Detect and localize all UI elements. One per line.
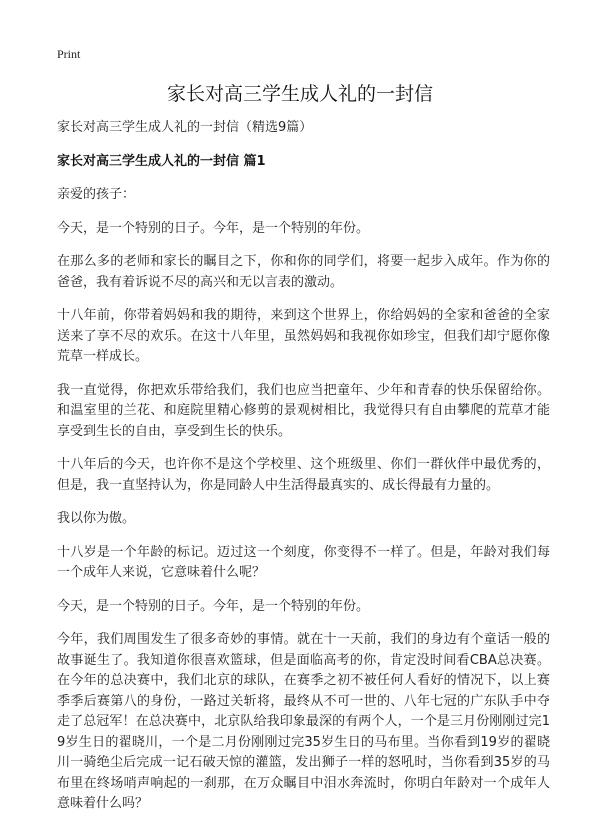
paragraph: 十八年前，你带着妈妈和我的期待，来到这个世界上，你给妈妈的全家和爸爸的全家送来了享不尽的欢乐。在这十八年里，虽然妈妈和我视你如珍宝，但我们却宁愿你像荒草一样成长。 — [57, 308, 550, 364]
paragraph: 我一直觉得，你把欢乐带给我们，我们也应当把童年、少年和青春的快乐保留给你。和温室里的兰花、和庭院里精心修剪的景观树相比，我觉得只有自由攀爬的荒草才能享受到生长的自由，享受到生长的快乐。 — [57, 382, 550, 439]
paragraph: 今天，是一个特别的日子。今年，是一个特别的年份。 — [57, 220, 370, 236]
paragraph-salutation: 亲爱的孩子： — [57, 187, 136, 202]
paragraph: 十八岁是一个年龄的标记。迈过这一个刻度，你变得不一样了。但是，年龄对我们每一个成年人来说，它意味着什么呢？ — [57, 544, 550, 580]
page-title: 家长对高三学生成人礼的一封信 — [166, 83, 433, 105]
section-heading: 家长对高三学生成人礼的一封信 篇1 — [57, 154, 266, 169]
paragraph: 在那么多的老师和家长的瞩目之下，你和你的同学们，将要一起步入成年。作为你的爸爸，我有着诉说不尽的高兴和无以言表的激动。 — [57, 254, 550, 290]
document-subtitle: 家长对高三学生成人礼的一封信（精选9篇） — [57, 120, 313, 135]
document-body — [57, 118, 550, 828]
paragraph: 今年，我们周围发生了很多奇妙的事情。就在十一天前，我们的身边有个童话一般的故事诞生了。我知道你很喜欢篮球，但是面临高考的你，肯定没时间看CBA总决赛。在今年的总决赛中，我们北京的球队，在赛季之初不被任何人看好的情况下，以上赛季季后赛第八的身份，一路过关斩将，最终从不可一世的、八年七冠的广东队手中夺走了总冠军！在总决赛中，北京队给我印象最深的有两个人，一个是三月份刚刚过完19岁生日的翟晓川，一个是二月份刚刚过完35岁生日的马布里。当你看到19岁的翟晓川一骑绝尘后完成一记石破天惊的灌篮，发出狮子一样的怒吼时，当你看到35岁的马布里在终场哨声响起的一刹那，在万众瞩目中泪水奔流时，你明白年龄对一个成年人意味着什么吗？ — [57, 632, 550, 811]
paragraph: 十八年后的今天，也许你不是这个学校里、这个班级里、你们一群伙伴中最优秀的，但是，我一直坚持认为，你是同龄人中生活得最真实的、成长得最有力量的。 — [57, 457, 550, 493]
paragraph: 我以你为傲。 — [57, 511, 136, 526]
paragraph: 今天，是一个特别的日子。今年，是一个特别的年份。 — [57, 598, 370, 614]
print-label[interactable]: Print — [57, 47, 81, 61]
